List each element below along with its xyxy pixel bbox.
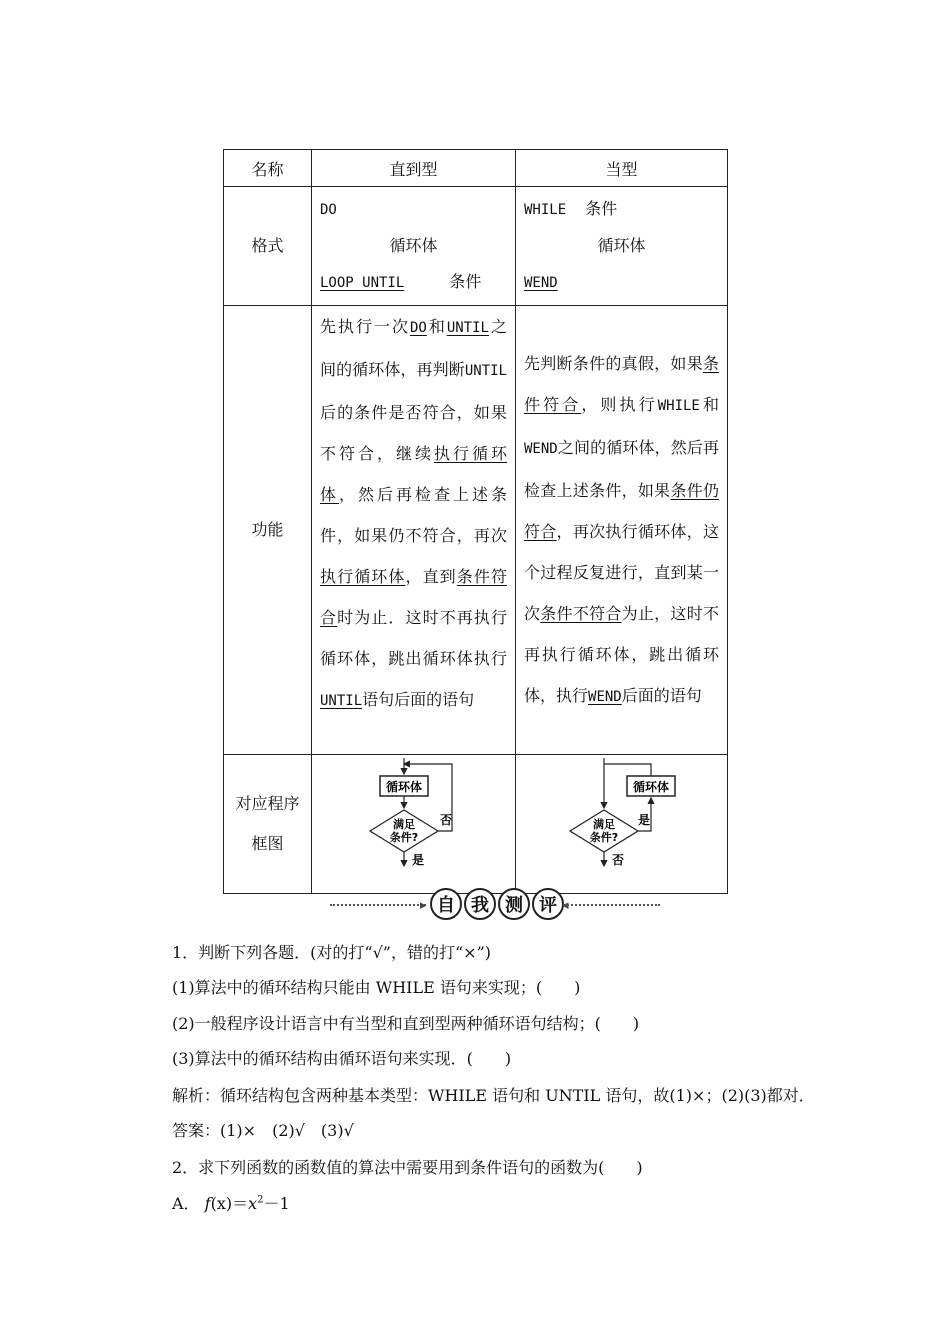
until-function-segment: UNTIL — [464, 363, 507, 379]
while-condition: 条件 — [585, 199, 618, 218]
until-function-segment: 后的条件是否符合，如果不符合，继续 — [320, 403, 507, 463]
while-function-segment: WEND — [524, 440, 558, 457]
table-header-row — [224, 150, 728, 187]
analysis-text: 解析：循环结构包含两种基本类型：WHILE 语句和 UNTIL 语句，故(1)×；(2)(3)都对． — [172, 1086, 815, 1105]
until-flowchart-cell — [312, 755, 516, 894]
while-body: 循环体 — [597, 236, 646, 255]
while-function-segment: 条件不符合 — [540, 603, 622, 623]
until-function-segment: 和 — [426, 317, 447, 336]
while-function-segment: 后面的语句 — [621, 685, 702, 705]
until-do: DO — [320, 202, 337, 218]
until-no-label: 否 — [440, 813, 453, 827]
option-a-x: x — [248, 1194, 258, 1213]
while-function-segment: 和 — [699, 394, 719, 414]
format-label: 格式 — [224, 187, 312, 306]
while-yes-label: 是 — [638, 813, 651, 827]
option-a — [172, 1191, 290, 1214]
function-row — [224, 306, 728, 755]
while-keyword: WHILE — [524, 202, 567, 218]
question-1-item-1: (1)算法中的循环结构只能由 WHILE 语句来实现；( ) — [172, 978, 581, 997]
header-until: 直到型 — [312, 150, 516, 187]
until-body: 循环体 — [389, 236, 438, 255]
question-1: 1．判断下列各题．(对的打“√”，错的打“×”) — [172, 943, 491, 962]
while-function-segment: WHILE — [657, 397, 700, 414]
flowchart-label-line1: 对应程序 — [235, 794, 300, 813]
while-function-segment: 条件仍符合 — [524, 480, 719, 541]
while-format-cell — [516, 187, 728, 306]
until-function-cell — [312, 306, 516, 755]
banner-left-dots — [330, 904, 426, 906]
until-function-segment: 执行循环体 — [320, 567, 406, 586]
until-yes-label: 是 — [412, 853, 425, 867]
flowchart-row — [224, 755, 728, 894]
option-a-tail: －1 — [263, 1194, 290, 1213]
header-name: 名称 — [224, 150, 312, 187]
banner-right-arrow-icon: ◂ — [562, 898, 569, 913]
until-format-cell — [312, 187, 516, 306]
until-condition: 条件 — [449, 272, 482, 291]
option-a-mid: (x)＝ — [210, 1194, 249, 1213]
until-function-segment: 先执行一次 — [320, 317, 410, 336]
until-function-segment: ，然后再检查上述条件，如果仍不符合，再次 — [320, 485, 507, 545]
until-function-segment: 之间的循环体，再判断 — [320, 317, 507, 379]
option-a-f: f — [204, 1194, 211, 1213]
while-wend: WEND — [524, 275, 558, 291]
until-loop-until: LOOP UNTIL — [320, 275, 405, 291]
banner-char-3: 测 — [498, 888, 530, 920]
question-2: 2．求下列函数的函数值的算法中需要用到条件语句的函数为( ) — [172, 1158, 643, 1177]
banner-title — [430, 888, 564, 920]
until-function-segment: UNTIL — [446, 320, 489, 336]
while-function-segment: 之间的循环体，然后再检查上述条件，如果 — [524, 437, 719, 500]
flowchart-label — [224, 755, 312, 894]
while-function-segment: 条件符合 — [524, 353, 719, 414]
banner-char-1: 自 — [430, 888, 462, 920]
format-row — [224, 187, 728, 306]
function-label: 功能 — [224, 306, 312, 755]
until-cond-text2: 条件? — [389, 831, 419, 844]
while-loop-body-text: 循环体 — [632, 780, 670, 794]
header-while: 当型 — [516, 150, 728, 187]
while-function-segment: ，则执行 — [581, 394, 658, 414]
comparison-table — [223, 149, 728, 894]
while-function-segment: ，再次执行循环体，这个过程反复进行，直到某一次 — [524, 521, 719, 623]
banner-char-2: 我 — [464, 888, 496, 920]
until-function-segment: 条件符合 — [320, 567, 507, 627]
while-function-segment: 为止，这时不再执行循环体，跳出循环体，执行 — [524, 603, 719, 705]
until-loop-body-text: 循环体 — [385, 780, 423, 794]
while-function-segment: WEND — [588, 688, 622, 705]
while-cond-text1: 满足 — [593, 818, 615, 831]
flowchart-label-line2: 框图 — [251, 834, 284, 853]
while-function-cell — [516, 306, 728, 755]
question-1-item-2: (2)一般程序设计语言中有当型和直到型两种循环语句结构；( ) — [172, 1014, 640, 1033]
until-flowchart-diagram — [312, 756, 516, 892]
option-a-sup: 2 — [257, 1194, 264, 1206]
question-1-item-3: (3)算法中的循环结构由循环语句来实现．( ) — [172, 1049, 512, 1068]
until-cond-text1: 满足 — [393, 818, 415, 831]
until-function-segment: 时为止．这时不再执行循环体，跳出循环体执行 — [320, 608, 507, 668]
until-function-segment: ，直到 — [405, 567, 457, 586]
until-function-segment: 语句后面的语句 — [362, 690, 475, 709]
banner-left-arrow-icon: ▸ — [420, 898, 427, 913]
self-test-banner — [330, 888, 660, 922]
while-flowchart-diagram — [516, 756, 728, 892]
banner-right-dots — [564, 904, 660, 906]
while-no-label: 否 — [612, 853, 625, 867]
until-function-segment: UNTIL — [320, 693, 363, 709]
answer-text: 答案：(1)× (2)√ (3)√ — [172, 1121, 354, 1140]
until-function-segment: DO — [409, 320, 427, 336]
while-flowchart-cell — [516, 755, 728, 894]
banner-char-4: 评 — [532, 888, 564, 920]
while-function-segment: 先判断条件的真假，如果 — [524, 353, 703, 373]
while-return-line — [604, 764, 651, 776]
while-cond-text2: 条件? — [589, 831, 619, 844]
until-function-segment: 执行循环体 — [320, 444, 507, 504]
option-a-label: A． — [172, 1194, 200, 1213]
